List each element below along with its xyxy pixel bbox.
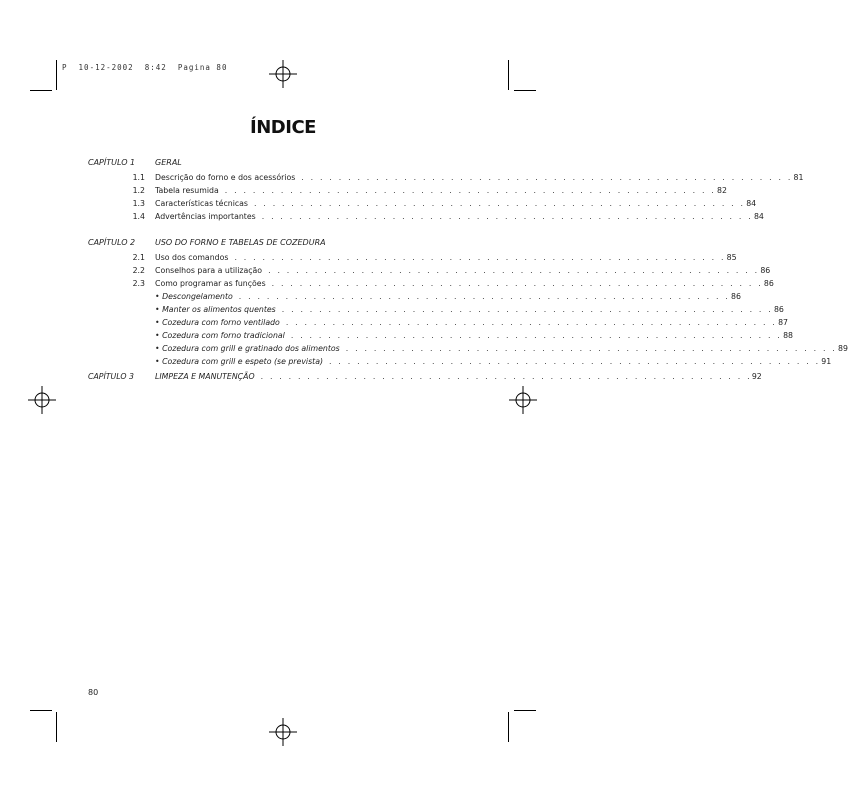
page-number: 80 — [88, 688, 99, 697]
entry-page: 87 — [778, 318, 788, 327]
toc-entry[interactable] — [120, 318, 788, 329]
entry-page: 84 — [753, 212, 764, 221]
entry-label: • Cozedura com forno ventilado — [155, 318, 286, 327]
dot-leader: . . . . . . . . . . . . . . . . . . . . . . . . . . . . . . . . . . . . . . . . . . . . . . . . . . . . . — [260, 372, 752, 381]
toc-entry[interactable] — [120, 305, 784, 316]
chapter-label: CAPÍTULO 3 — [88, 372, 134, 381]
toc-entry[interactable] — [120, 279, 774, 290]
entry-label: • Manter os alimentos quentes — [155, 305, 282, 314]
entry-label: Conselhos para a utilização — [155, 266, 268, 275]
toc-entry[interactable] — [120, 292, 741, 303]
entry-number: 2.2 — [132, 266, 145, 275]
registration-mark-icon — [509, 386, 537, 414]
entry-number: 1.4 — [132, 212, 145, 221]
crop-mark — [56, 712, 57, 742]
entry-page: 84 — [746, 199, 757, 208]
entry-number: 2.3 — [132, 279, 145, 288]
entry-label: • Cozedura com grill e espeto (se prevista) — [155, 357, 329, 366]
entry-page: 92 — [751, 372, 762, 381]
entry-page: 86 — [731, 292, 741, 301]
entry-page: 86 — [763, 279, 774, 288]
crop-mark — [508, 712, 509, 742]
entry-label: Características técnicas — [155, 199, 254, 208]
crop-mark — [30, 90, 52, 91]
chapter-label: CAPÍTULO 2 — [88, 238, 136, 247]
entry-label: Uso dos comandos — [155, 253, 234, 262]
page-title: ÍNDICE — [250, 117, 316, 138]
crop-mark — [514, 90, 536, 91]
entry-page: 85 — [726, 253, 737, 262]
entry-label: Advertências importantes — [155, 212, 262, 221]
toc-entry[interactable] — [120, 266, 771, 277]
entry-page: 91 — [821, 357, 832, 366]
entry-number: 1.2 — [132, 186, 145, 195]
crop-mark — [508, 60, 509, 90]
chapter-title: GERAL — [155, 158, 182, 167]
crop-mark — [56, 60, 57, 90]
entry-label: Como programar as funções — [155, 279, 272, 288]
toc-entry[interactable] — [120, 212, 764, 223]
dot-leader: . . . . . . . . . . . . . . . . . . . . . . . . . . . . . . . . . . . . . . . . . . . . . . . . . . . . . — [261, 212, 753, 221]
dot-leader: . . . . . . . . . . . . . . . . . . . . . . . . . . . . . . . . . . . . . . . . . . . . . . . . . . . . . — [285, 318, 778, 327]
crop-mark — [30, 710, 52, 711]
dot-leader: . . . . . . . . . . . . . . . . . . . . . . . . . . . . . . . . . . . . . . . . . . . . . . . . . . . . . — [234, 253, 726, 262]
registration-mark-icon — [28, 386, 56, 414]
crop-mark — [514, 710, 536, 711]
dot-leader: . . . . . . . . . . . . . . . . . . . . . . . . . . . . . . . . . . . . . . . . . . . . . . . . . . . . . — [238, 292, 731, 301]
toc-entry[interactable] — [120, 186, 727, 197]
entry-page: 86 — [773, 305, 784, 314]
entry-page: 89 — [837, 344, 848, 353]
dot-leader: . . . . . . . . . . . . . . . . . . . . . . . . . . . . . . . . . . . . . . . . . . . . . . . . . . . . . — [301, 173, 793, 182]
toc-entry[interactable] — [120, 199, 757, 210]
toc-entry[interactable] — [120, 253, 737, 264]
toc-entry[interactable] — [120, 357, 832, 368]
dot-leader: . . . . . . . . . . . . . . . . . . . . . . . . . . . . . . . . . . . . . . . . . . . . . . . . . . . . . — [329, 357, 821, 366]
registration-mark-icon — [269, 718, 297, 746]
dot-leader: . . . . . . . . . . . . . . . . . . . . . . . . . . . . . . . . . . . . . . . . . . . . . . . . . . . . . — [268, 266, 760, 275]
entry-page: 88 — [783, 331, 793, 340]
entry-number: 1.3 — [132, 199, 145, 208]
entry-label: • Descongelamento — [155, 292, 239, 301]
entry-page: 81 — [793, 173, 804, 182]
entry-label: • Cozedura com grill e gratinado dos alimentos — [155, 344, 346, 353]
toc-entry[interactable] — [88, 372, 762, 383]
chapter-title: LIMPEZA E MANUTENÇÃO — [155, 372, 255, 381]
toc-entry[interactable] — [120, 331, 793, 342]
dot-leader: . . . . . . . . . . . . . . . . . . . . . . . . . . . . . . . . . . . . . . . . . . . . . . . . . . . . . — [281, 305, 773, 314]
entry-page: 82 — [716, 186, 727, 195]
chapter-title: USO DO FORNO E TABELAS DE COZEDURA — [155, 238, 326, 247]
entry-label: Tabela resumida — [155, 186, 225, 195]
toc-entry[interactable] — [120, 344, 848, 355]
dot-leader: . . . . . . . . . . . . . . . . . . . . . . . . . . . . . . . . . . . . . . . . . . . . . . . . . . . . . — [290, 331, 783, 340]
dot-leader: . . . . . . . . . . . . . . . . . . . . . . . . . . . . . . . . . . . . . . . . . . . . . . . . . . . . . — [224, 186, 716, 195]
entry-label: • Cozedura com forno tradicional — [155, 331, 291, 340]
entry-page: 86 — [760, 266, 771, 275]
registration-mark-icon — [269, 60, 297, 88]
chapter-label: CAPÍTULO 1 — [88, 158, 136, 167]
dot-leader: . . . . . . . . . . . . . . . . . . . . . . . . . . . . . . . . . . . . . . . . . . . . . . . . . . . . . — [271, 279, 763, 288]
print-slug: P 10-12-2002 8:42 Pagina 80 — [62, 63, 228, 72]
entry-number: 1.1 — [132, 173, 145, 182]
entry-number: 2.1 — [132, 253, 145, 262]
entry-label: Descrição do forno e dos acessórios — [155, 173, 301, 182]
dot-leader: . . . . . . . . . . . . . . . . . . . . . . . . . . . . . . . . . . . . . . . . . . . . . . . . . . . . . — [345, 344, 837, 353]
toc-entry[interactable] — [120, 173, 804, 184]
dot-leader: . . . . . . . . . . . . . . . . . . . . . . . . . . . . . . . . . . . . . . . . . . . . . . . . . . . . . — [253, 199, 746, 208]
